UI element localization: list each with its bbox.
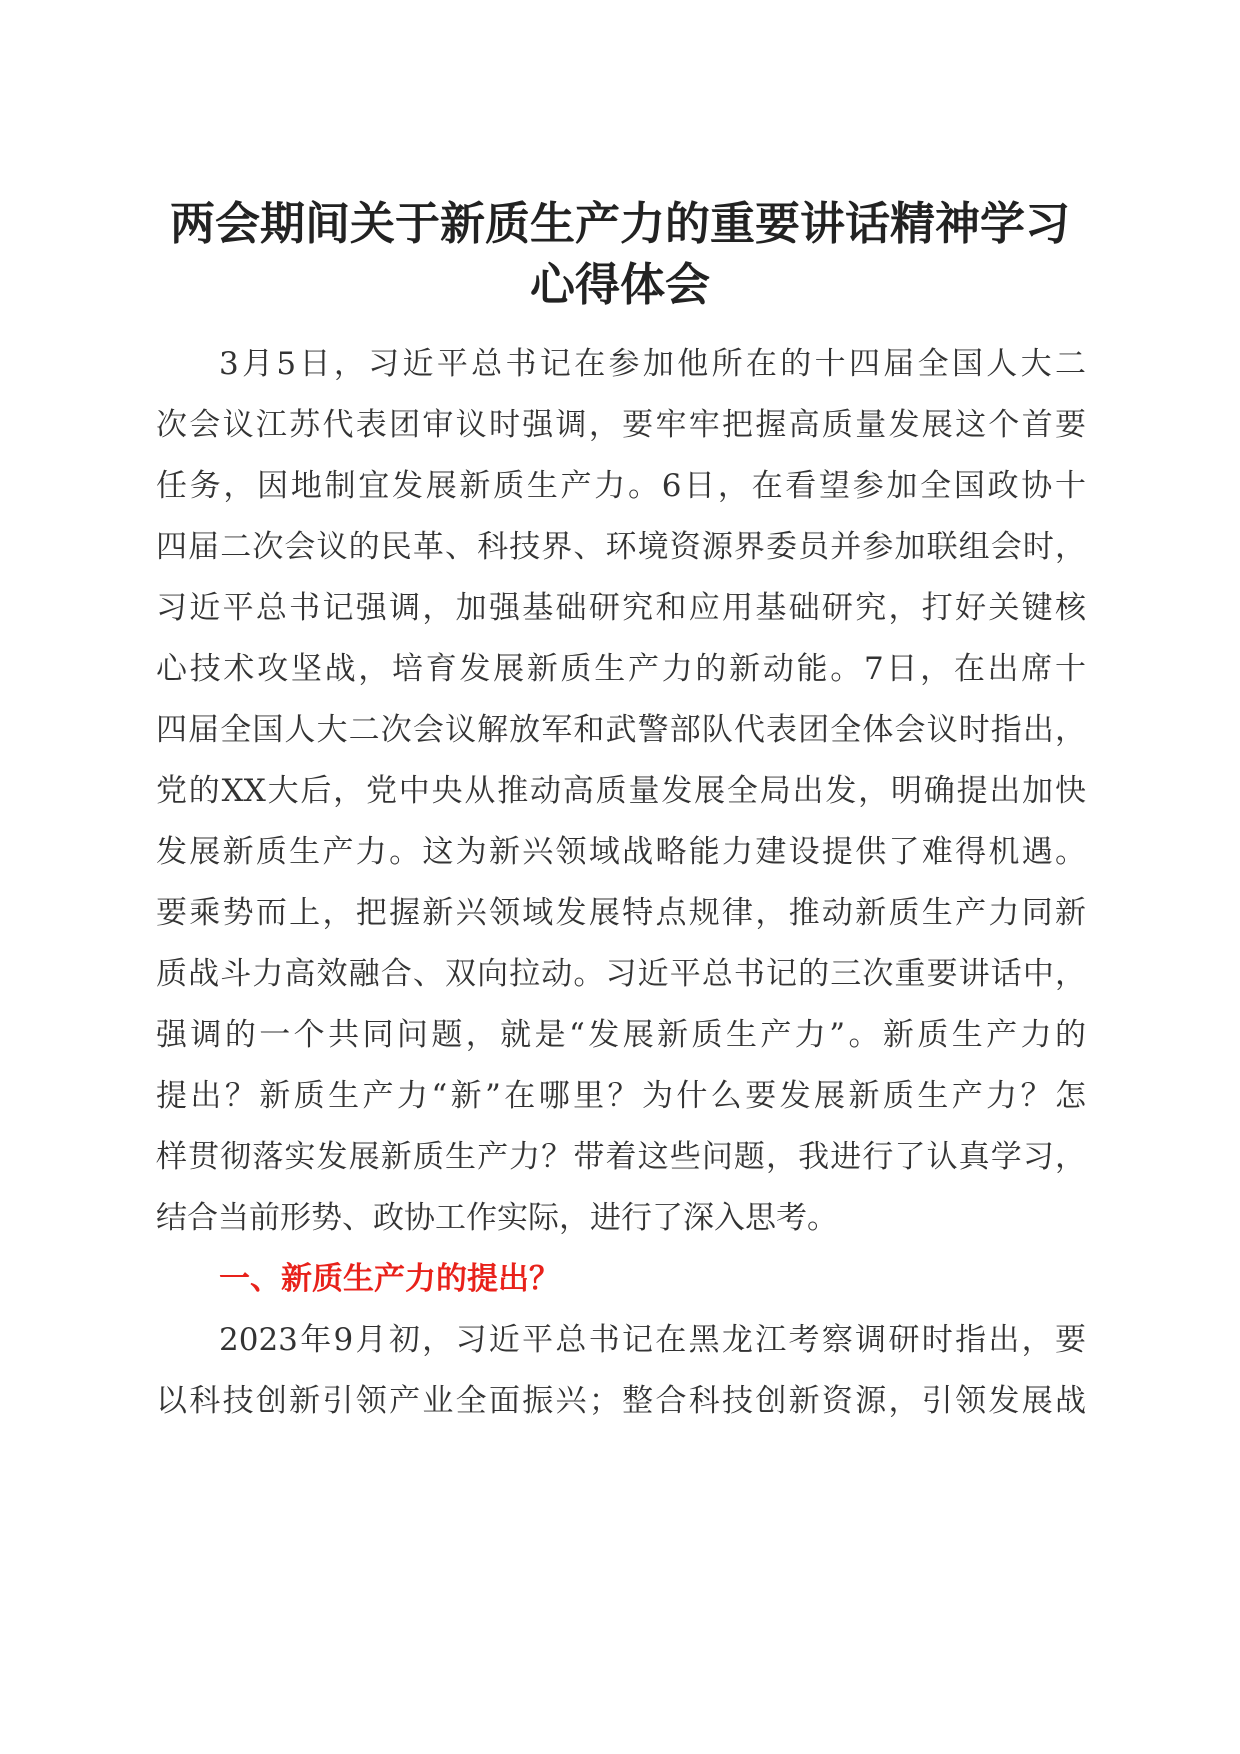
document-title-line-2: 心得体会	[529, 258, 710, 311]
paragraph-line: 发展新质生产力。这为新兴领域战略能力建设提供了难得机遇。	[156, 834, 1086, 870]
paragraph-line: 要乘势而上，把握新兴领域发展特点规律，推动新质生产力同新	[156, 895, 1086, 931]
paragraph-line: 强调的一个共同问题，就是“发展新质生产力”。新质生产力的	[156, 1017, 1086, 1053]
paragraph-line: 四届全国人大二次会议解放军和武警部队代表团全体会议时指出，	[156, 712, 1086, 748]
paragraph-line: 3月5日，习近平总书记在参加他所在的十四届全国人大二	[219, 346, 1086, 382]
paragraph-line: 结合当前形势、政协工作实际，进行了深入思考。	[156, 1200, 838, 1236]
paragraph-line: 党的XX大后，党中央从推动高质量发展全局出发，明确提出加快	[156, 773, 1086, 809]
paragraph-line: 提出？新质生产力“新”在哪里？为什么要发展新质生产力？怎	[156, 1078, 1086, 1114]
paragraph-line: 2023年9月初，习近平总书记在黑龙江考察调研时指出，要	[219, 1322, 1086, 1358]
paragraph-line: 以科技创新引领产业全面振兴；整合科技创新资源，引领发展战	[156, 1383, 1086, 1419]
paragraph-line: 质战斗力高效融合、双向拉动。习近平总书记的三次重要讲话中，	[156, 956, 1086, 992]
paragraph-line: 心技术攻坚战，培育发展新质生产力的新动能。7日，在出席十	[156, 651, 1086, 687]
document-title-line-1: 两会期间关于新质生产力的重要讲话精神学习	[169, 197, 1070, 250]
section-heading-1: 一、新质生产力的提出？	[219, 1261, 560, 1297]
paragraph-line: 习近平总书记强调，加强基础研究和应用基础研究，打好关键核	[156, 590, 1086, 626]
paragraph-line: 四届二次会议的民革、科技界、环境资源界委员并参加联组会时，	[156, 529, 1086, 565]
paragraph-line: 次会议江苏代表团审议时强调，要牢牢把握高质量发展这个首要	[156, 407, 1086, 443]
paragraph-line: 任务，因地制宜发展新质生产力。6日，在看望参加全国政协十	[156, 468, 1086, 504]
paragraph-line: 样贯彻落实发展新质生产力？带着这些问题，我进行了认真学习，	[156, 1139, 1086, 1175]
